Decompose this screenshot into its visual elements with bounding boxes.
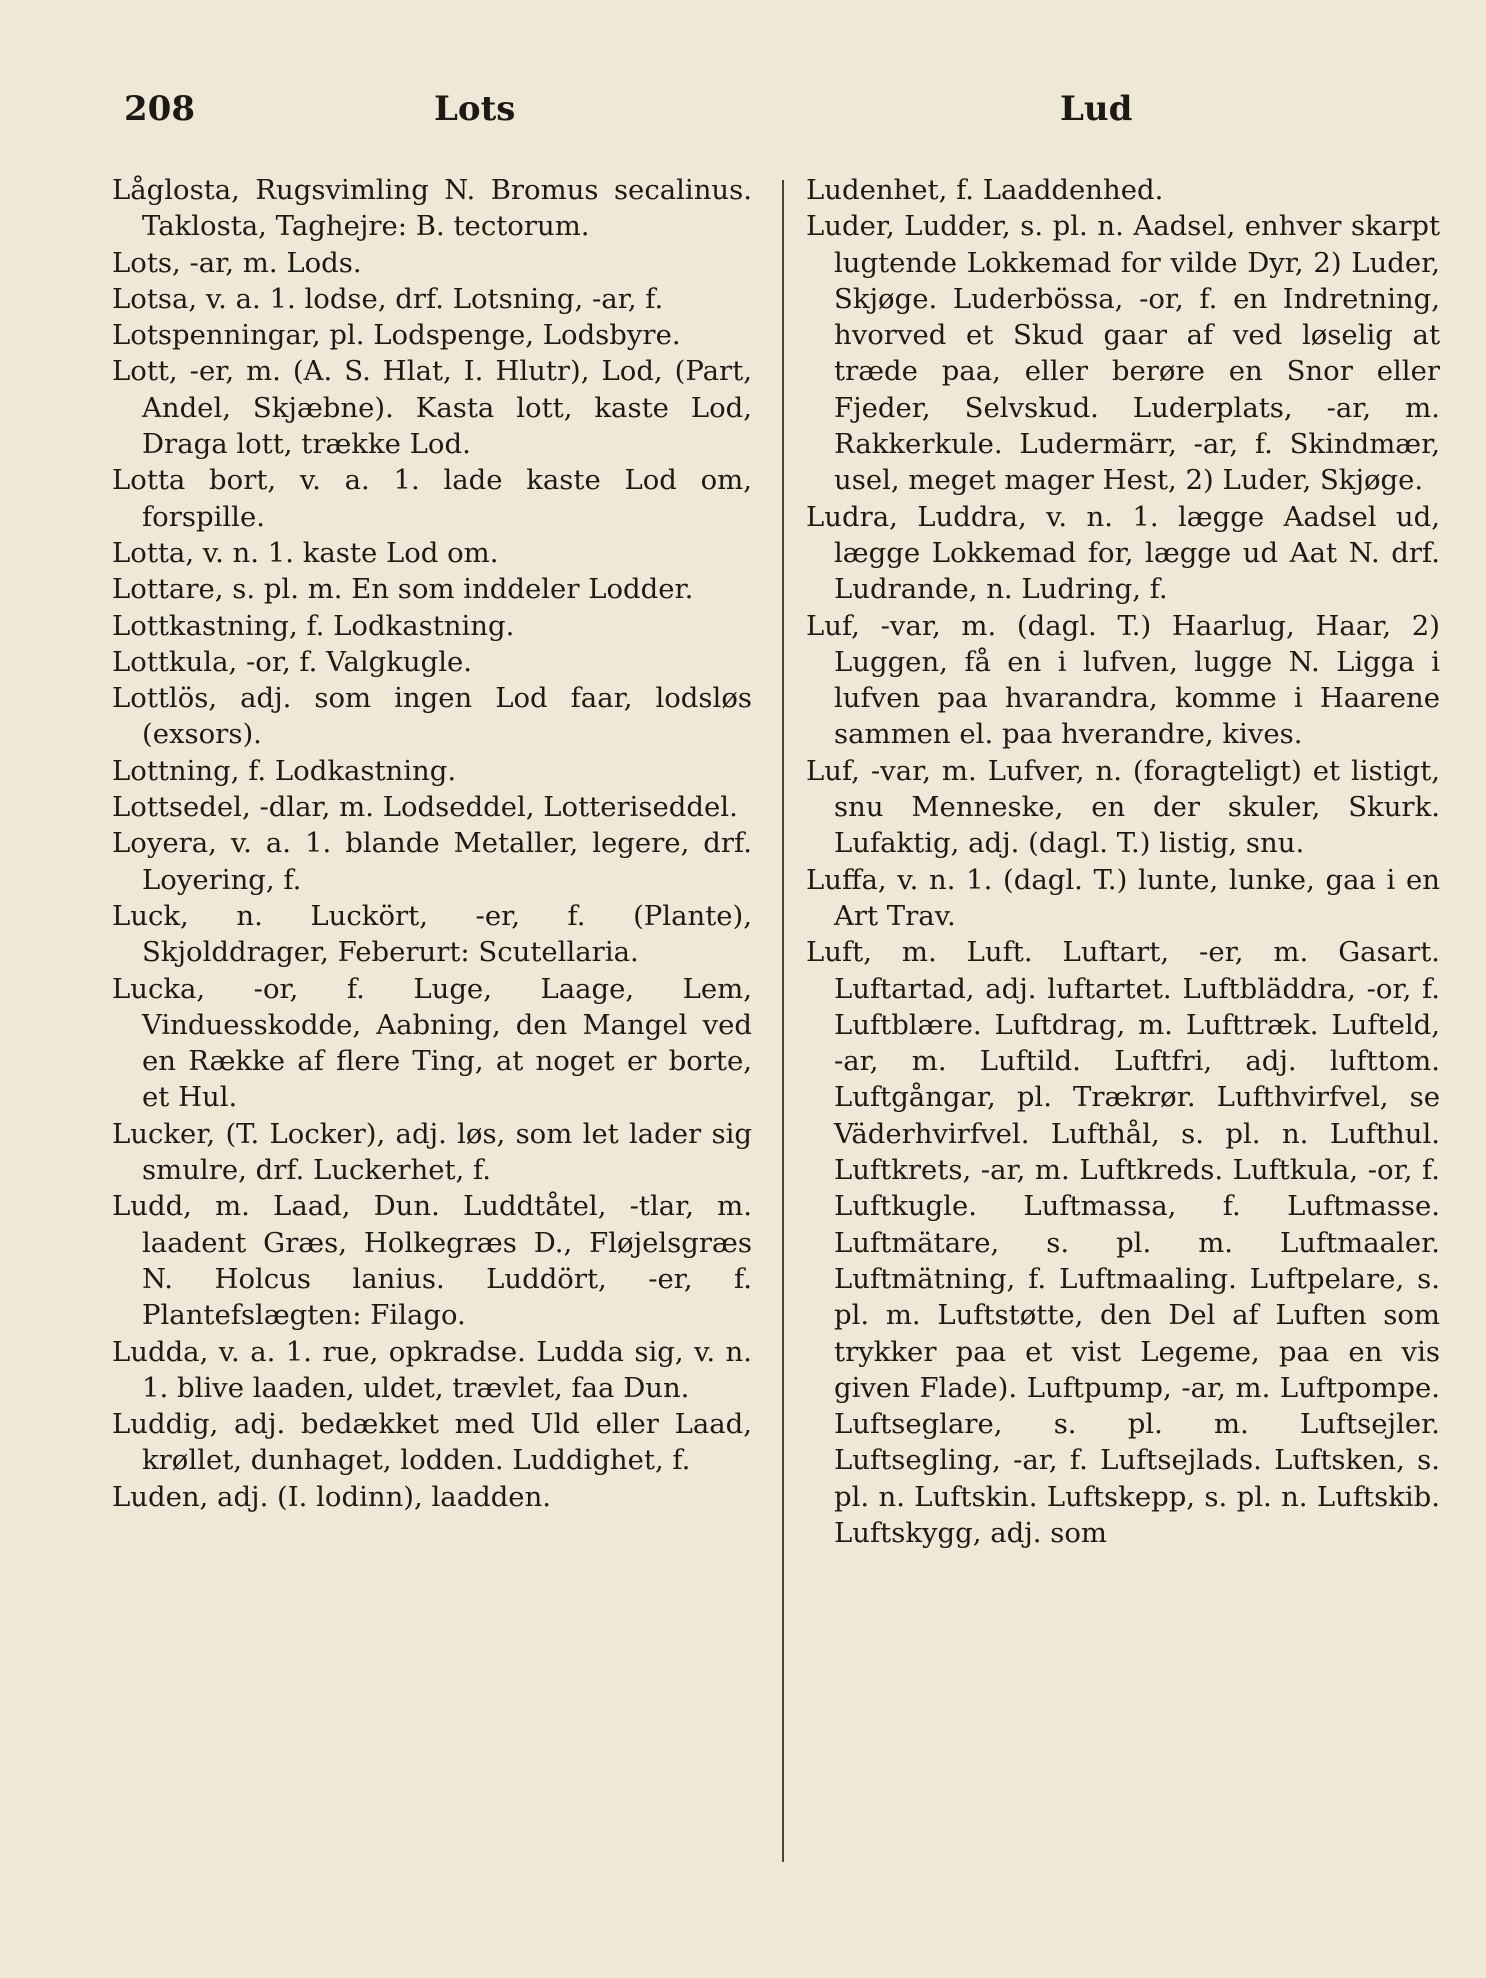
entry-luf-2: Luf, -var, m. Lufver, n. (foragteligt) et listigt, snu Menneske, en der skuler, Skurk. Lufaktig, adj. (dagl. T.) listig, snu. [806, 754, 1440, 860]
right-column [806, 172, 1440, 1551]
entry-lott: Lott, -er, m. (A. S. Hlat, I. Hlutr), Lod, (Part, Andel, Skjæbne). Kasta lott, kaste Lod, Draga lott, trække Lod. [112, 355, 752, 461]
entry-lotta: Lotta, v. n. 1. kaste Lod om. [112, 536, 499, 569]
entry-lotspenningar: Lotspenningar, pl. Lodspenge, Lodsbyre. [112, 319, 681, 352]
entry-lottsedel: Lottsedel, -dlar, m. Lodseddel, Lotteriseddel. [112, 791, 738, 824]
entry-lottare: Lottare, s. pl. m. En som inddeler Lodder. [112, 573, 694, 606]
entry-lots: Lots, -ar, m. Lods. [112, 246, 362, 279]
entry-luft: Luft, m. Luft. Luftart, -er, m. Gasart. Luftartad, adj. luftartet. Luftbläddra, -or, f. Luftblære. Luftdrag, m. Lufttræk. Lufteld, -ar, m. Luftild. Luftfri, adj. lufttom. Luftgångar, pl. Trækrør. Lufthvirfvel, se Väderhvirfvel. Lufthål, s. pl. n. Lufthul. Luftkrets, -ar, m. Luftkreds. Luftkula, -or, f. Luftkugle. Luftmassa, f. Luftmasse. Luftmätare, s. pl. m. Luftmaaler. Luftmätning, f. Luftmaaling. Luftpelare, s. pl. m. Luftstøtte, den Del af Luften som trykker paa et vist Legeme, paa en vis given Flade). Luftpump, -ar, m. Luftpompe. Luftseglare, s. pl. m. Luftsejler. Luftsegling, -ar, f. Luftsejlads. Luftsken, s. pl. n. Luftskin. Luftskepp, s. pl. n. Luftskib. Luftskygg, adj. som [806, 936, 1440, 1549]
entry-lottning: Lottning, f. Lodkastning. [112, 754, 457, 787]
left-column [112, 172, 752, 1515]
entry-lottkastning: Lottkastning, f. Lodkastning. [112, 609, 515, 642]
entry-lotsa: Lotsa, v. a. 1. lodse, drf. Lotsning, -ar, f. [112, 282, 664, 315]
entry-luck: Luck, n. Luckört, -er, f. (Plante), Skjolddrager, Feberurt: Scutellaria. [112, 899, 752, 969]
left-guide-word: Lots [434, 89, 516, 129]
entry-ludda: Ludda, v. a. 1. rue, opkradse. Ludda sig, v. n. 1. blive laaden, uldet, trævlet, faa Dun. [112, 1335, 752, 1404]
entry-loyera: Loyera, v. a. 1. blande Metaller, legere, drf. Loyering, f. [112, 827, 752, 896]
entry-ludenhet: Ludenhet, f. Laaddenhed. [806, 174, 1164, 206]
entry-lucker: Lucker, (T. Locker), adj. løs, som let lader sig smulre, drf. Luckerhet, f. [112, 1117, 752, 1187]
entry-ludra: Ludra, Luddra, v. n. 1. lægge Aadsel ud, lægge Lokkemad for, lægge ud Aat N. drf. Ludrande, n. Ludring, f. [806, 500, 1440, 606]
entry-lottlos: Lottlös, adj. som ingen Lod faar, lodsløs (exsors). [112, 682, 752, 751]
entry-luden: Luden, adj. (I. lodinn), laadden. [112, 1480, 552, 1513]
entry-luf-1: Luf, -var, m. (dagl. T.) Haarlug, Haar, 2) Luggen, få en i lufven, lugge N. Ligga i lufven paa hvarandra, komme i Haarene sammen el. paa hverandre, kives. [806, 609, 1440, 751]
entry-ludd: Ludd, m. Laad, Dun. Luddtåtel, -tlar, m. laadent Græs, Holkegræs D., Fløjelsgræs N. Holcus lanius. Luddört, -er, f. Plantefslægten: Filago. [112, 1190, 752, 1332]
entry-lucka: Lucka, -or, f. Luge, Laage, Lem, Vinduesskodde, Aabning, den Mangel ved en Række af flere Ting, at noget er borte, et Hul. [112, 972, 752, 1114]
right-guide-word: Lud [1060, 89, 1133, 129]
entry-luffa: Luffa, v. n. 1. (dagl. T.) lunte, lunke, gaa i en Art Trav. [806, 863, 1440, 932]
column-divider [782, 180, 784, 1862]
entry-luddig: Luddig, adj. bedækket med Uld eller Laad, krøllet, dunhaget, lodden. Luddighet, f. [112, 1408, 752, 1477]
entry-luder: Luder, Ludder, s. pl. n. Aadsel, enhver skarpt lugtende Lokkemad for vilde Dyr, 2) Luder, Skjøge. Luderbössa, -or, f. en Indretning, hvorved et Skud gaar af ved løselig at træde paa, eller berøre en Snor eller Fjeder, Selvskud. Luderplats, -ar, m. Rakkerkule. Ludermärr, -ar, f. Skindmær, usel, meget mager Hest, 2) Luder, Skjøge. [806, 210, 1440, 497]
entry-laglosta: Låglosta, Rugsvimling N. Bromus secalinus. Taklosta, Taghejre: B. tectorum. [112, 174, 752, 243]
entry-lottkula: Lottkula, -or, f. Valgkugle. [112, 645, 473, 678]
entry-lotta-bort: Lotta bort, v. a. 1. lade kaste Lod om, forspille. [112, 464, 752, 533]
page-number: 208 [124, 89, 195, 129]
